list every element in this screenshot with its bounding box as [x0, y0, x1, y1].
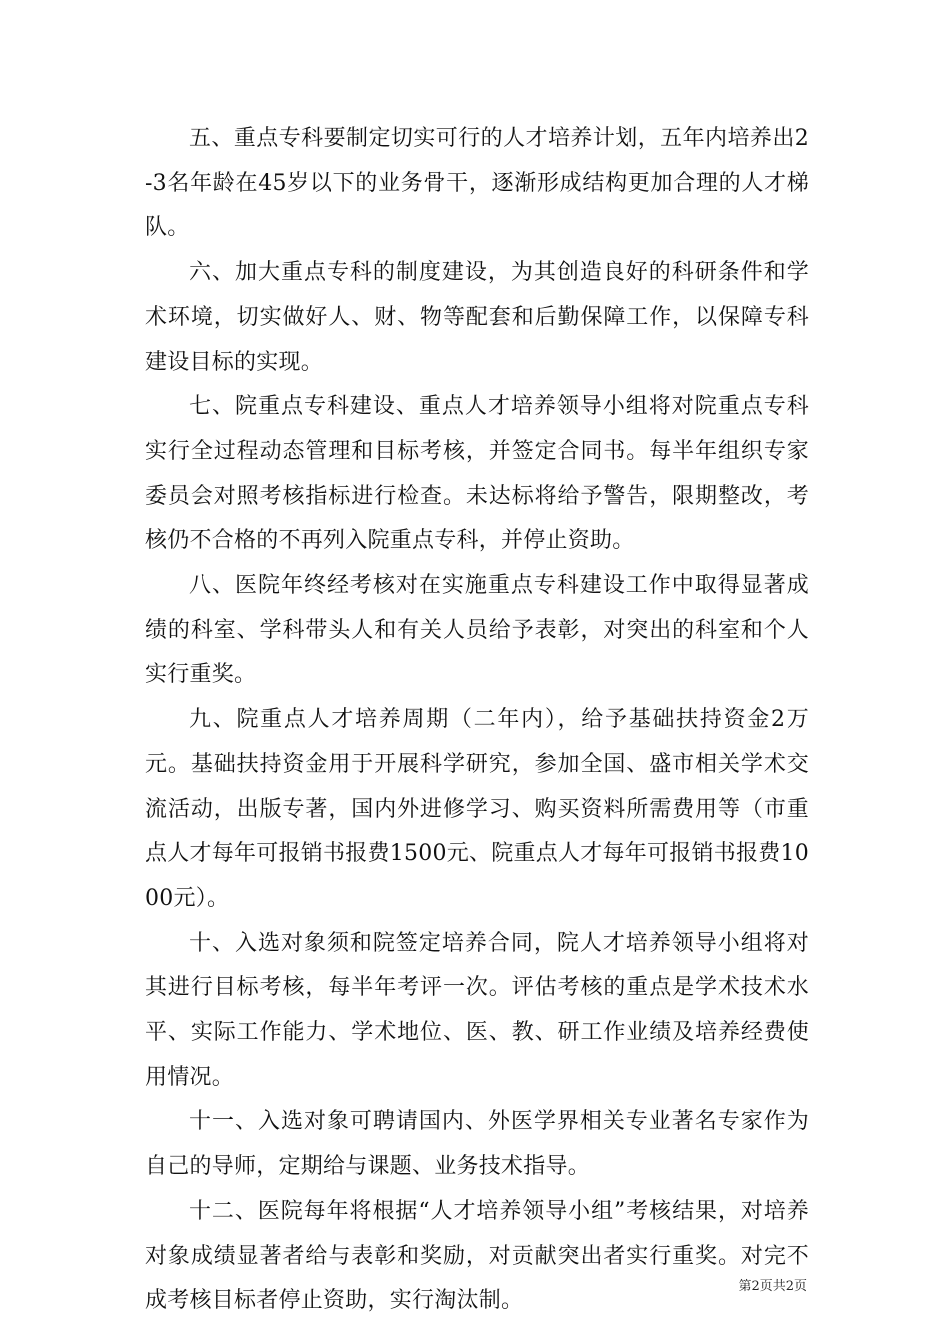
- paragraph-7: 七、院重点专科建设、重点人才培养领导小组将对院重点专科实行全过程动态管理和目标考核，并签定合同书。每半年组织专家委员会对照考核指标进行检查。未达标将给予警告，限期整改，考核仍不合格的不再列入院重点专科，并停止资助。: [145, 394, 809, 554]
- paragraph-11: 十一、入选对象可聘请国内、外医学界相关专业著名专家作为自己的导师，定期给与课题、业务技术指导。: [145, 1109, 809, 1180]
- paragraph-9: 九、院重点人才培养周期（二年内），给予基础扶持资金2万元。基础扶持资金用于开展科学研究，参加全国、盛市相关学术交流活动，出版专著，国内外进修学习、购买资料所需费用等（市重点人才每年可报销书报费1500元、院重点人才每年可报销书报费1000元）。: [145, 707, 809, 911]
- paragraph-10: 十、入选对象须和院签定培养合同，院人才培养领导小组将对其进行目标考核，每半年考评一次。评估考核的重点是学术技术水平、实际工作能力、学术地位、医、教、研工作业绩及培养经费使用情况。: [145, 930, 809, 1090]
- document-body: [145, 117, 809, 1324]
- page-number: 第2页共2页: [738, 1279, 807, 1294]
- paragraph-5: 五、重点专科要制定切实可行的人才培养计划，五年内培养出2-3名年龄在45岁以下的业务骨干，逐渐形成结构更加合理的人才梯队。: [145, 126, 809, 241]
- paragraph-12: 十二、医院每年将根据“人才培养领导小组”考核结果，对培养对象成绩显著者给与表彰和奖励，对贡献突出者实行重奖。对完不成考核目标者停止资助，实行淘汰制。: [145, 1198, 809, 1314]
- paragraph-8: 八、医院年终经考核对在实施重点专科建设工作中取得显著成绩的科室、学科带头人和有关人员给予表彰，对突出的科室和个人实行重奖。: [145, 573, 809, 688]
- paragraph-6: 六、加大重点专科的制度建设，为其创造良好的科研条件和学术环境，切实做好人、财、物等配套和后勤保障工作，以保障专科建设目标的实现。: [145, 260, 809, 375]
